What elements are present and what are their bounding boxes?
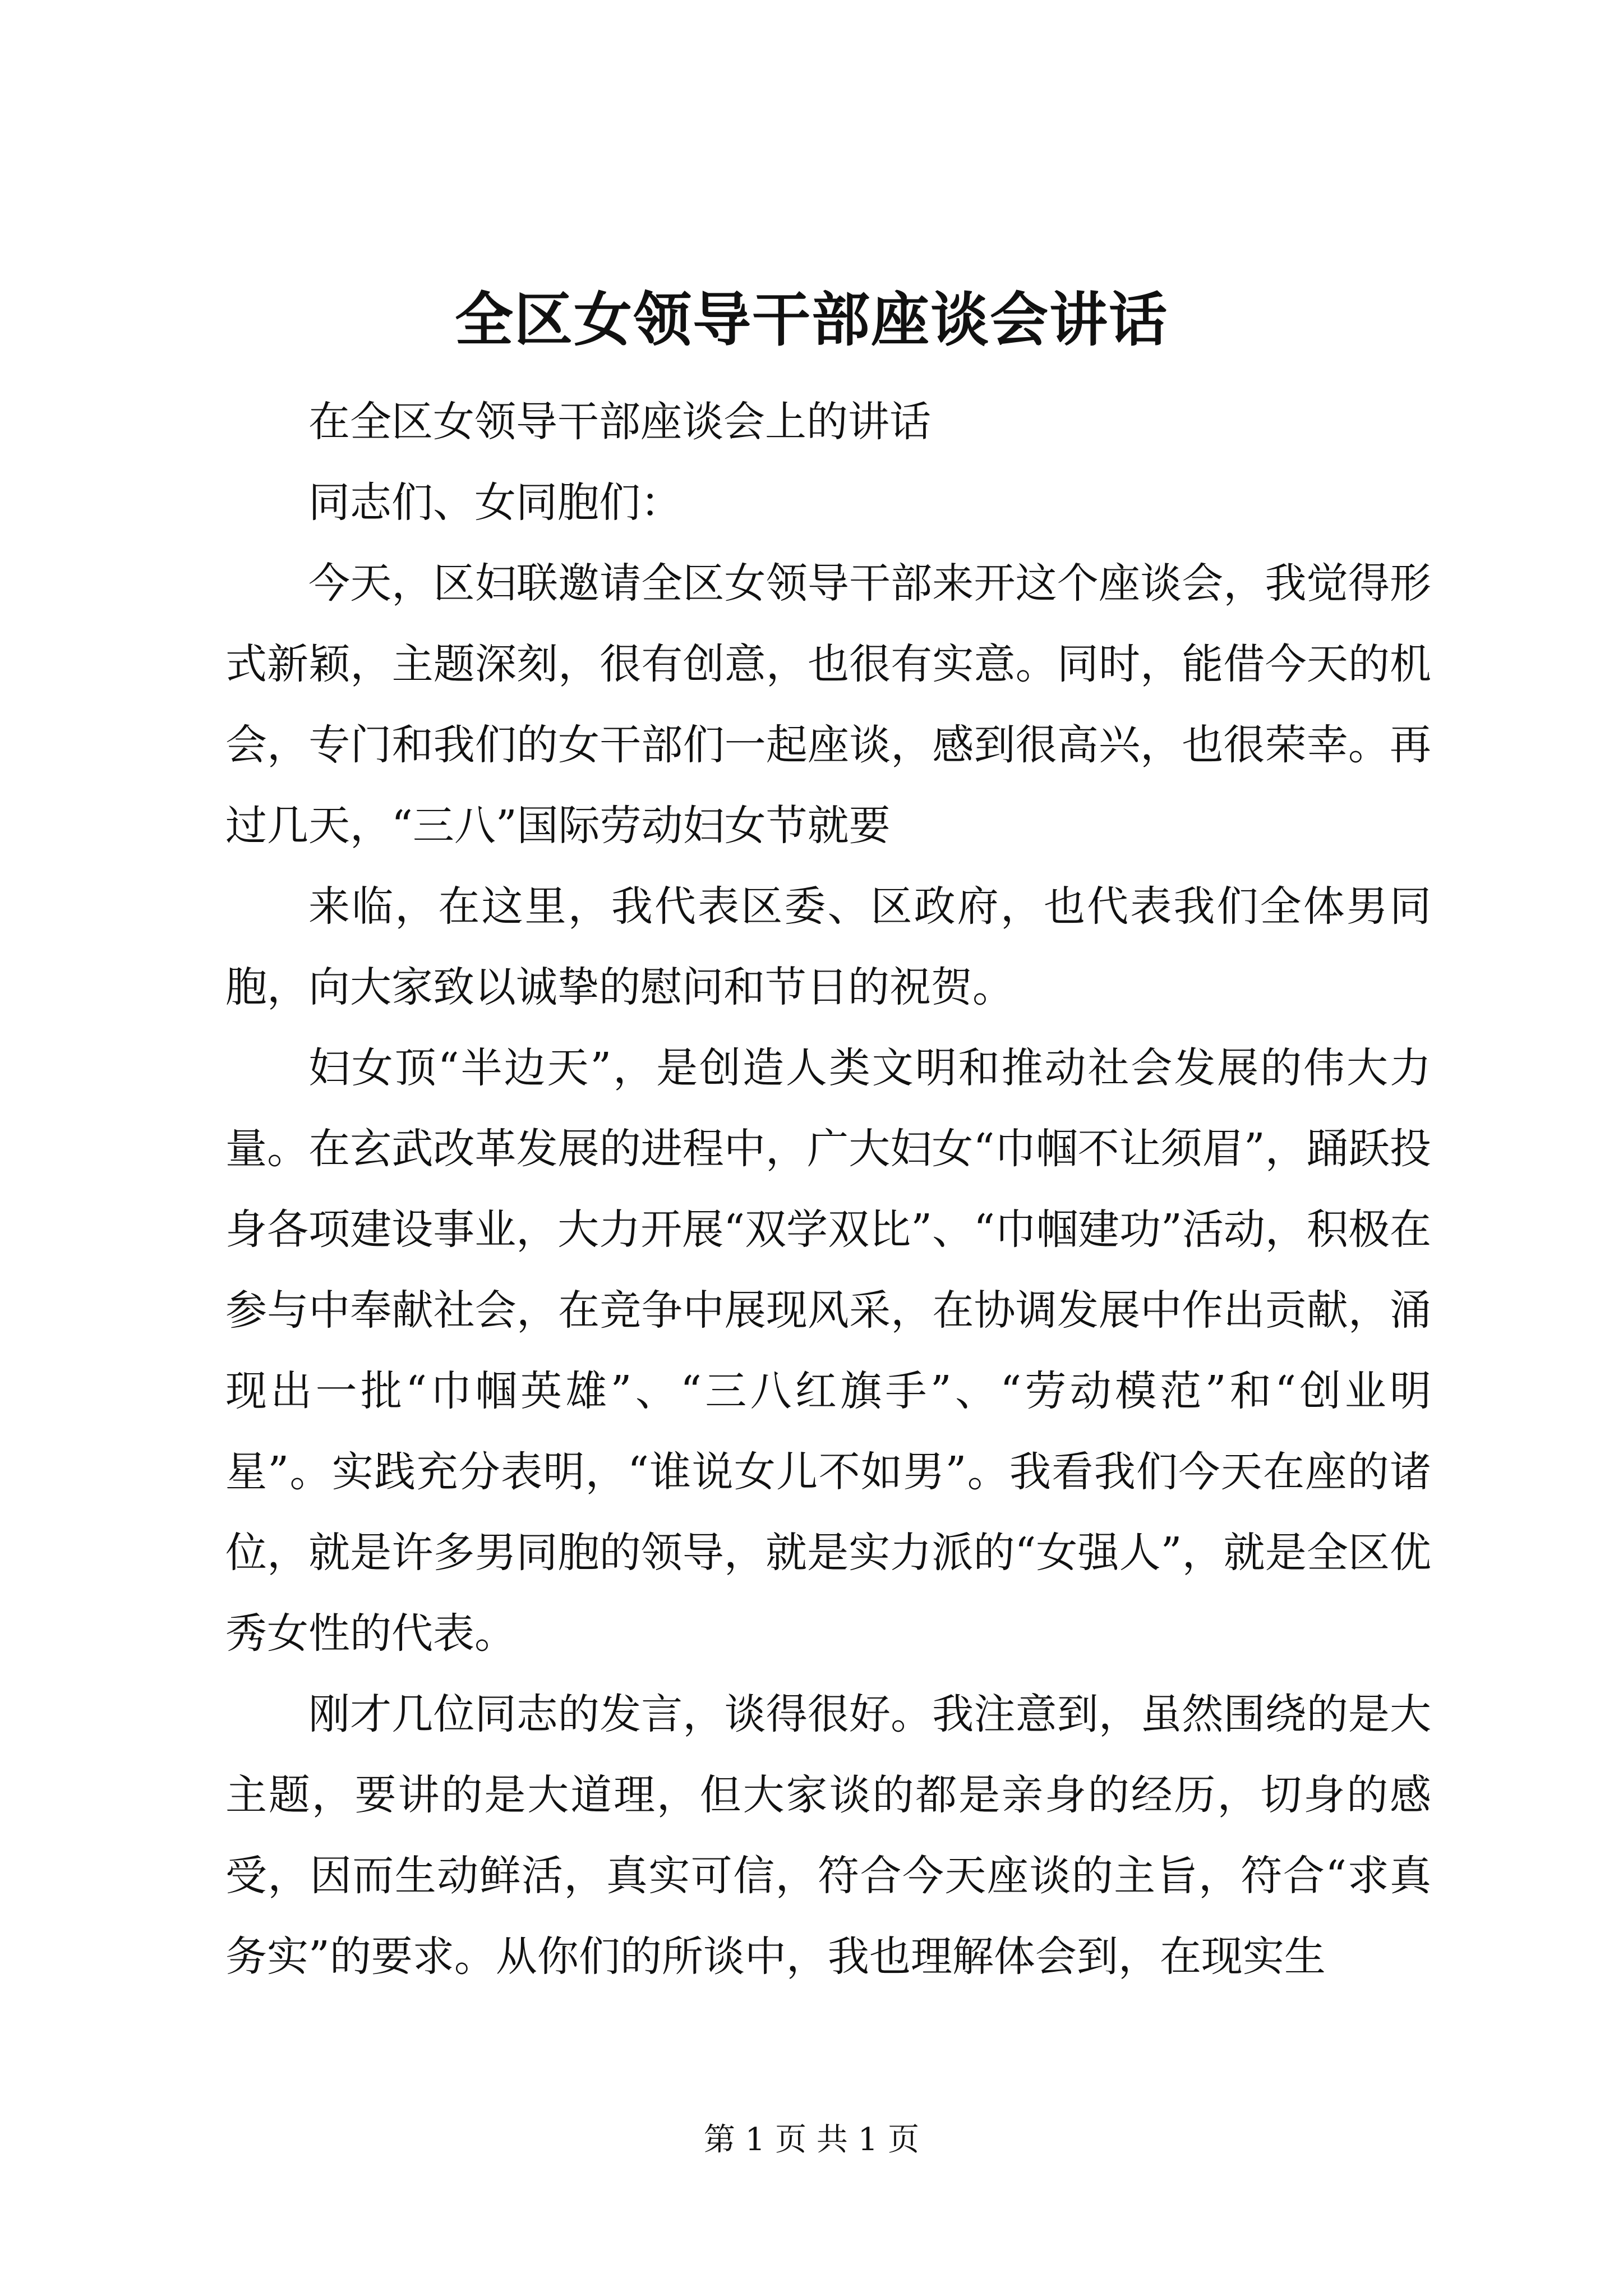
paragraph: 妇女顶“半边天”，是创造人类文明和推动社会发展的伟大力量。在玄武改革发展的进程中，广大妇女“巾帼不让须眉”，踊跃投身各项建设事业，大力开展“双学双比”、“巾帼建功”活动，积极在参与中奉献社会，在竞争中展现风采，在协调发展中作出贡献，涌现出一批“巾帼英雄”、“三八红旗手”、“劳动模范”和“创业明星”。实践充分表明，“谁说女儿不如男”。我看我们今天在座的诸位，就是许多男同胞的领导，就是实力派的“女强人”，就是全区优秀女性的代表。: [225, 1044, 1431, 1658]
salutation: 同志们、女同胞们：: [308, 478, 682, 527]
document-title: 全区女领导干部座谈会讲话: [454, 285, 1168, 354]
paragraph: 刚才几位同志的发言，谈得很好。我注意到，虽然围绕的是大主题，要讲的是大道理，但大家谈的都是亲身的经历，切身的感受，因而生动鲜活，真实可信，符合今天座谈的主旨，符合“求真务实”的要求。从你们的所谈中，我也理解体会到，在现实生: [225, 1690, 1431, 1981]
document-body: [225, 381, 1431, 1997]
subtitle-line: 在全区女领导干部座谈会上的讲话: [308, 398, 931, 446]
page-footer: 第 1 页 共 1 页: [703, 2122, 920, 2158]
paragraph: 来临，在这里，我代表区委、区政府，也代表我们全体男同胞，向大家致以诚挚的慰问和节日的祝贺。: [225, 882, 1431, 1011]
paragraph: 今天，区妇联邀请全区女领导干部来开这个座谈会，我觉得形式新颖，主题深刻，很有创意，也很有实意。同时，能借今天的机会，专门和我们的女干部们一起座谈，感到很高兴，也很荣幸。再过几天，“三八”国际劳动妇女节就要: [225, 559, 1431, 850]
